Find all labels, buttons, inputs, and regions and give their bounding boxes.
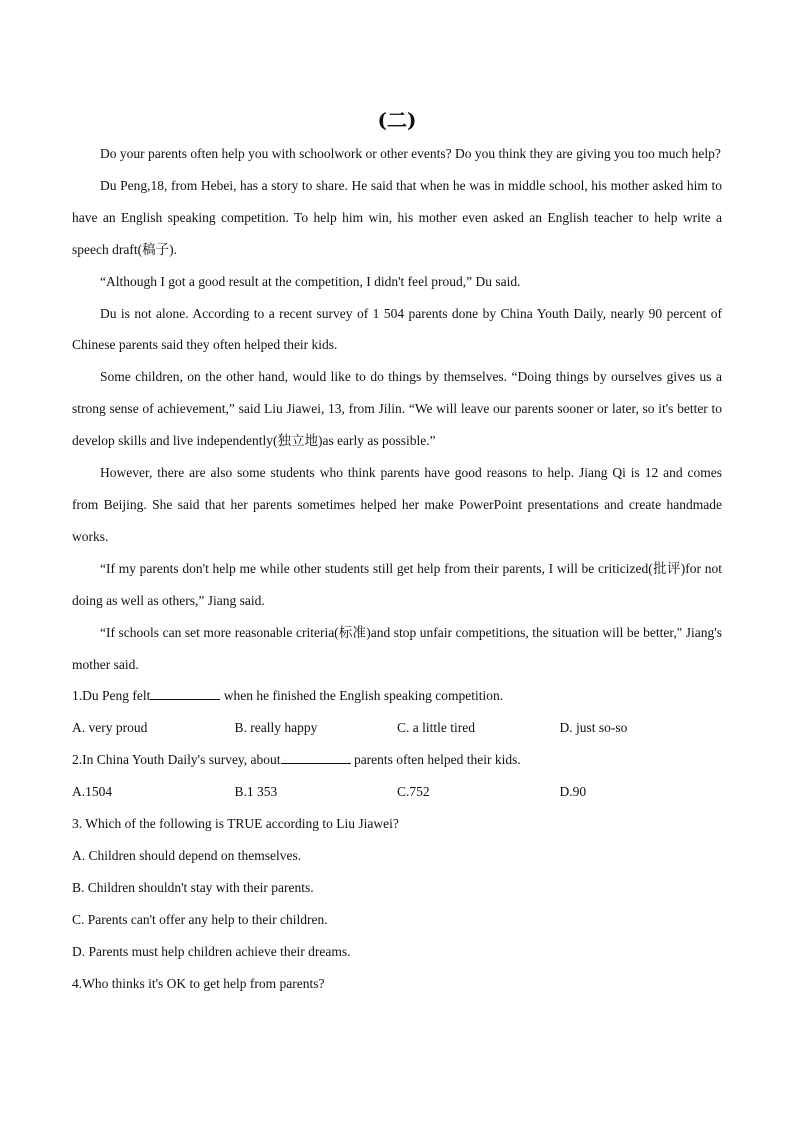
answer-blank-1 [150,687,220,700]
paragraph: Du Peng,18, from Hebei, has a story to share. He said that when he was in middle school, his mother asked him to have an English speaking competition. To help him win, his mother even asked an English teacher to help write a speech draft(稿子). [72,177,722,257]
option-b: B. Children shouldn't stay with their parents. [72,879,314,895]
option-b: B.1 353 [234,784,278,800]
option-d: D. just so-so [559,720,628,736]
section-title: (二) [377,108,417,132]
question-3: 3. Which of the following is TRUE according to Liu Jiawei? [72,816,399,832]
paragraph: Some children, on the other hand, would like to do things by themselves. “Doing things by ourselves gives us a strong sense of achievement,” said Liu Jiawei, 13, from Jilin. “We will leave our parents sooner or later, so it's better to develop skills and live independently(独立地)as early as possible.” [72,369,722,449]
option-d: D. Parents must help children achieve their dreams. [72,943,351,959]
option-c: C. Parents can't offer any help to their children. [72,911,328,927]
option-b: B. really happy [234,720,318,736]
answer-blank-2 [281,751,351,764]
question-2-options [72,776,722,808]
option-c: C. a little tired [397,720,475,736]
question-2-text-before: 2.In China Youth Daily's survey, about [72,752,281,768]
question-4: 4.Who thinks it's OK to get help from parents? [72,975,325,991]
question-1-text-before: 1.Du Peng felt [72,688,151,704]
article-body [72,138,722,999]
option-c: C.752 [397,784,430,800]
question-1 [72,680,722,712]
paragraph: “If my parents don't help me while other students still get help from their parents, I will be criticized(批评)for not doing as well as others,” Jiang said. [72,560,722,608]
option-a: A. Children should depend on themselves. [72,847,302,863]
question-1-text-after: when he finished the English speaking competition. [220,688,504,704]
paragraph: However, there are also some students who think parents have good reasons to help. Jiang Qi is 12 and comes from Beijing. She said that her parents sometimes helped her make PowerPoint presentations and create handmade works. [72,465,722,544]
paragraph: Do your parents often help you with schoolwork or other events? Do you think they are giving you too much help? [100,146,721,161]
paragraph: Du is not alone. According to a recent survey of 1 504 parents done by China Youth Daily, nearly 90 percent of Chinese parents said they often helped their kids. [72,305,722,353]
question-1-options [72,712,722,744]
option-a: A.1504 [72,784,113,800]
question-2 [72,744,722,776]
option-d: D.90 [559,784,587,800]
paragraph: “If schools can set more reasonable criteria(标准)and stop unfair competitions, the situation will be better," Jiang's mother said. [72,624,722,672]
paragraph: “Although I got a good result at the competition, I didn't feel proud,” Du said. [100,273,521,289]
option-a: A. very proud [72,720,148,736]
question-2-text-after: parents often helped their kids. [350,752,521,768]
